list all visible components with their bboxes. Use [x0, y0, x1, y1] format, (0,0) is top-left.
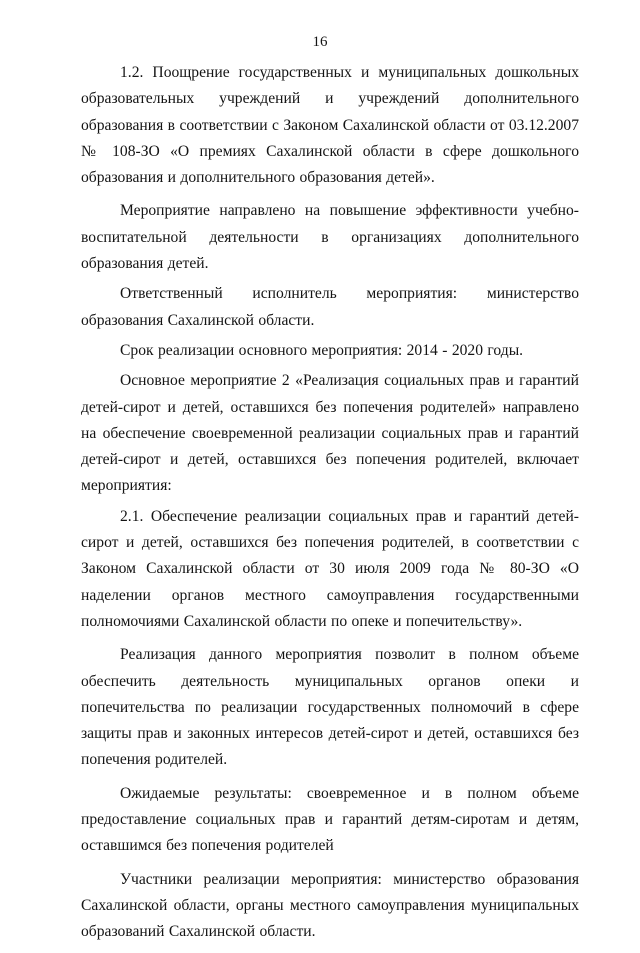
paragraph-2-1-provision: 2.1. Обеспечение реализации социальных прав и гарантий детей-сирот и детей, оставшихся без попечения родителей, в соответствии с Законом Сахалинской области от 30 июля 2009 года № 80-ЗО «О наделении органов местного самоуправления государственными полномочиями Сахалинской области по опеке и попечительству». — [81, 507, 579, 630]
paragraph-main-activity-2: Основное мероприятие 2 «Реализация социальных прав и гарантий детей-сирот и детей, оставшихся без попечения родителей» направлено на обеспечение своевременной реализации социальных прав и гарантий детей-сирот и детей, оставшихся без попечения родителей, включает мероприятия: — [81, 372, 579, 495]
document-body — [81, 60, 579, 953]
page-number: 16 — [312, 34, 328, 50]
paragraph-responsible-executor: Ответственный исполнитель мероприятия: министерство образования Сахалинской области. — [81, 285, 579, 329]
paragraph-participants: Участники реализации мероприятия: министерство образования Сахалинской области, органы местного самоуправления муниципальных образований Сахалинской области. — [81, 870, 579, 941]
paragraph-implementation-period: Срок реализации основного мероприятия: 2014 - 2020 годы. — [120, 341, 524, 359]
paragraph-1-2-incentive: 1.2. Поощрение государственных и муниципальных дошкольных образовательных учреждений и учреждений дополнительного образования в соответствии с Законом Сахалинской области от 03.12.2007 № 108-ЗО «О премиях Сахалинской области в сфере дошкольного образования и дополнительного образования детей». — [81, 64, 579, 187]
paragraph-expected-results: Ожидаемые результаты: своевременное и в полном объеме предоставление социальных прав и гарантий детям-сиротам и детям, оставшимся без попечения родителей — [81, 784, 579, 855]
paragraph-activity-outcome: Реализация данного мероприятия позволит в полном объеме обеспечить деятельность муниципальных органов опеки и попечительства по реализации государственных полномочий в сфере защиты прав и законных интересов детей-сирот и детей, оставшихся без попечения родителей. — [81, 646, 579, 769]
paragraph-activity-purpose: Мероприятие направлено на повышение эффективности учебно-воспитательной деятельности в организациях дополнительного образования детей. — [81, 202, 579, 273]
